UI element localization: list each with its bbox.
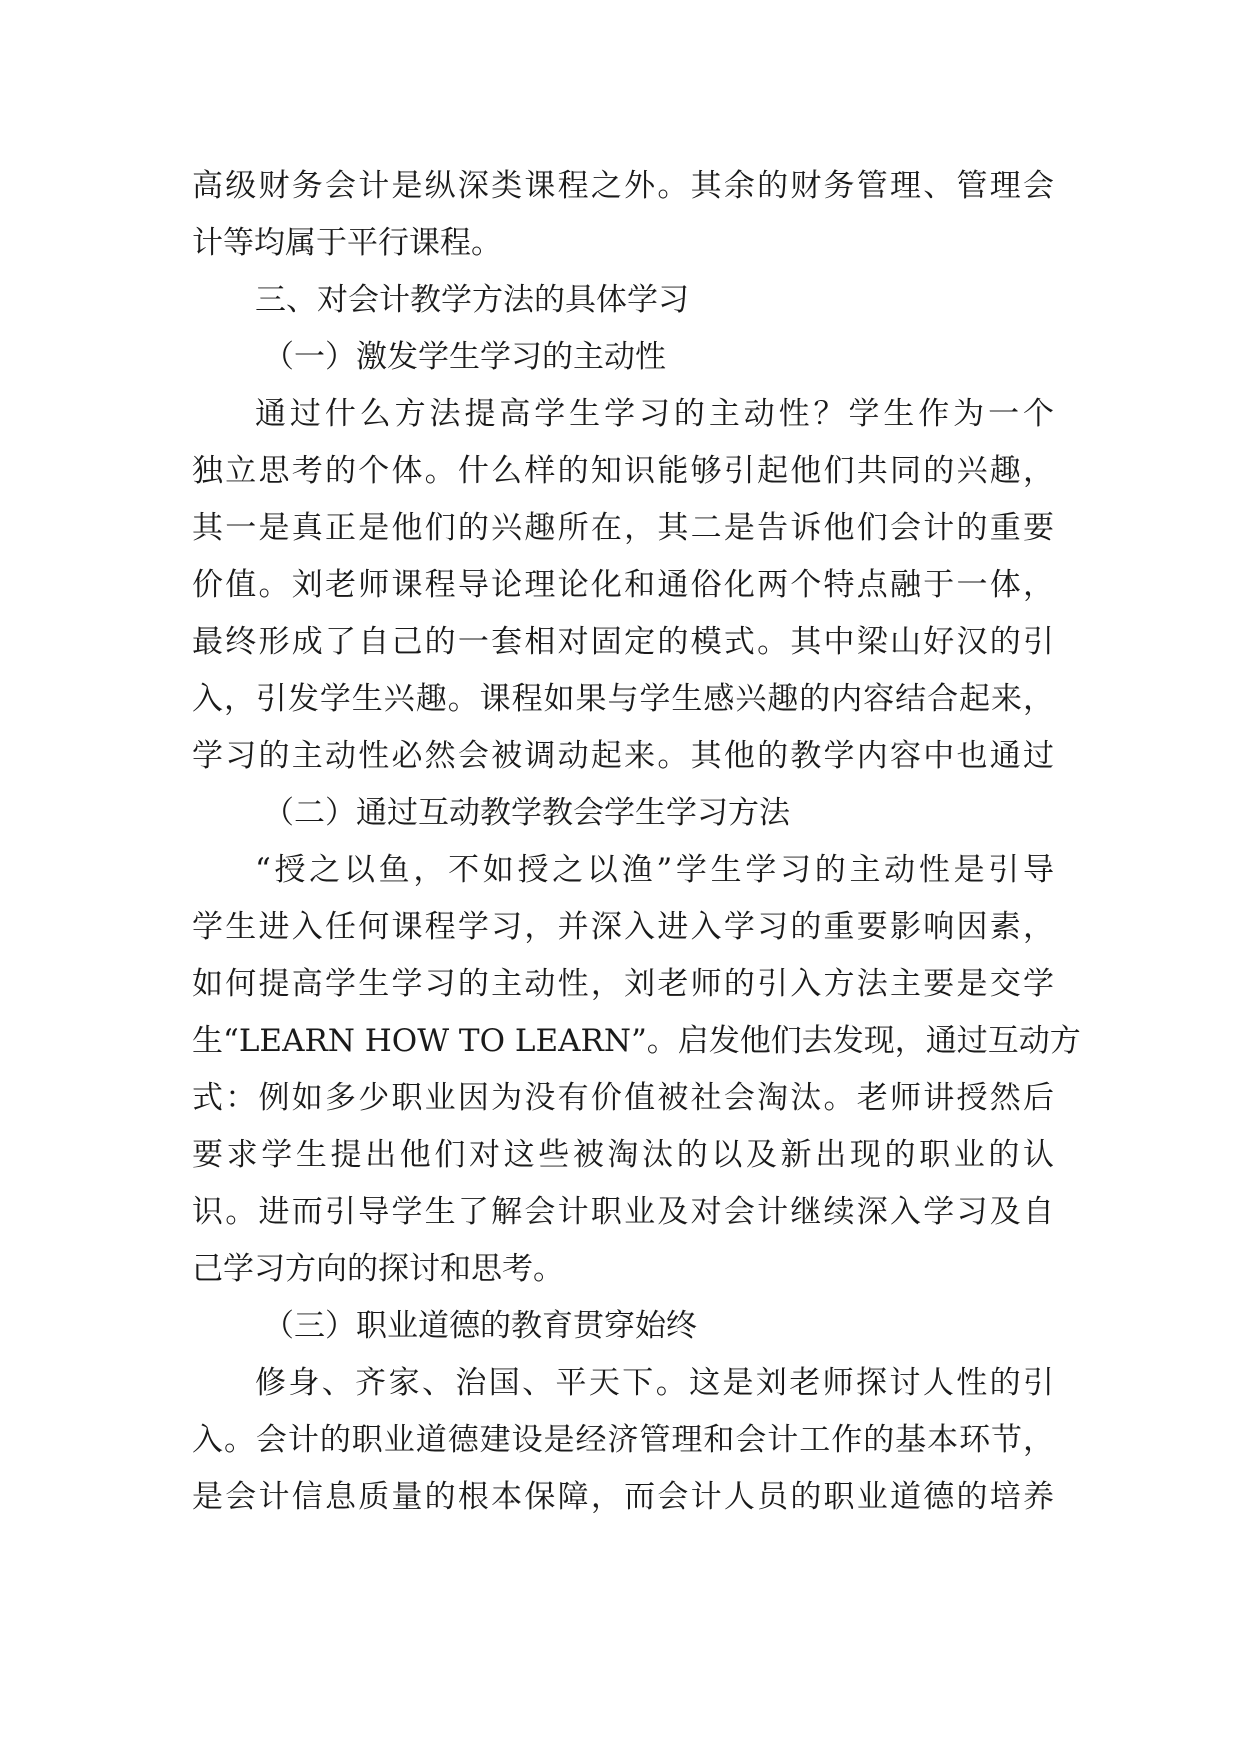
- text-line: 最终形成了自己的一套相对固定的模式。其中梁山好汉的引: [192, 624, 1054, 660]
- text-line: 是会计信息质量的根本保障，而会计人员的职业道德的培养: [192, 1479, 1054, 1515]
- text-line: 学生进入任何课程学习，并深入进入学习的重要影响因素，: [192, 909, 1054, 945]
- text-line: 通过什么方法提高学生学习的主动性？学生作为一个: [255, 396, 1054, 432]
- text-line: 修身、齐家、治国、平天下。这是刘老师探讨人性的引: [255, 1365, 1054, 1401]
- text-line: 己学习方向的探讨和思考。: [192, 1251, 564, 1287]
- text-line: 识。进而引导学生了解会计职业及对会计继续深入学习及自: [192, 1194, 1054, 1230]
- text-line: 要求学生提出他们对这些被淘汰的以及新出现的职业的认: [192, 1137, 1054, 1173]
- section-heading: 三、对会计教学方法的具体学习: [255, 282, 689, 318]
- text-line: 入。会计的职业道德建设是经济管理和会计工作的基本环节，: [192, 1422, 1054, 1458]
- text-line: 式：例如多少职业因为没有价值被社会淘汰。老师讲授然后: [192, 1080, 1054, 1116]
- text-line: 其一是真正是他们的兴趣所在，其二是告诉他们会计的重要: [192, 510, 1054, 546]
- subsection-heading: （一）激发学生学习的主动性: [263, 339, 666, 375]
- text-line: 如何提高学生学习的主动性，刘老师的引入方法主要是交学: [192, 966, 1054, 1002]
- text-line: 独立思考的个体。什么样的知识能够引起他们共同的兴趣，: [192, 453, 1054, 489]
- text-line: 价值。刘老师课程导论理论化和通俗化两个特点融于一体，: [192, 567, 1054, 603]
- text-line: 学习的主动性必然会被调动起来。其他的教学内容中也通过: [192, 738, 1054, 774]
- text-line: “授之以鱼，不如授之以渔”学生学习的主动性是引导: [255, 852, 1054, 888]
- text-line: 高级财务会计是纵深类课程之外。其余的财务管理、管理会: [192, 168, 1054, 204]
- text-line: 生“LEARN HOW TO LEARN”。启发他们去发现，通过互动方: [192, 1023, 1081, 1059]
- text-line: 入，引发学生兴趣。课程如果与学生感兴趣的内容结合起来，: [192, 681, 1054, 717]
- subsection-heading: （三）职业道德的教育贯穿始终: [263, 1308, 697, 1344]
- text-line: 计等均属于平行课程。: [192, 225, 502, 261]
- subsection-heading: （二）通过互动教学教会学生学习方法: [263, 795, 790, 831]
